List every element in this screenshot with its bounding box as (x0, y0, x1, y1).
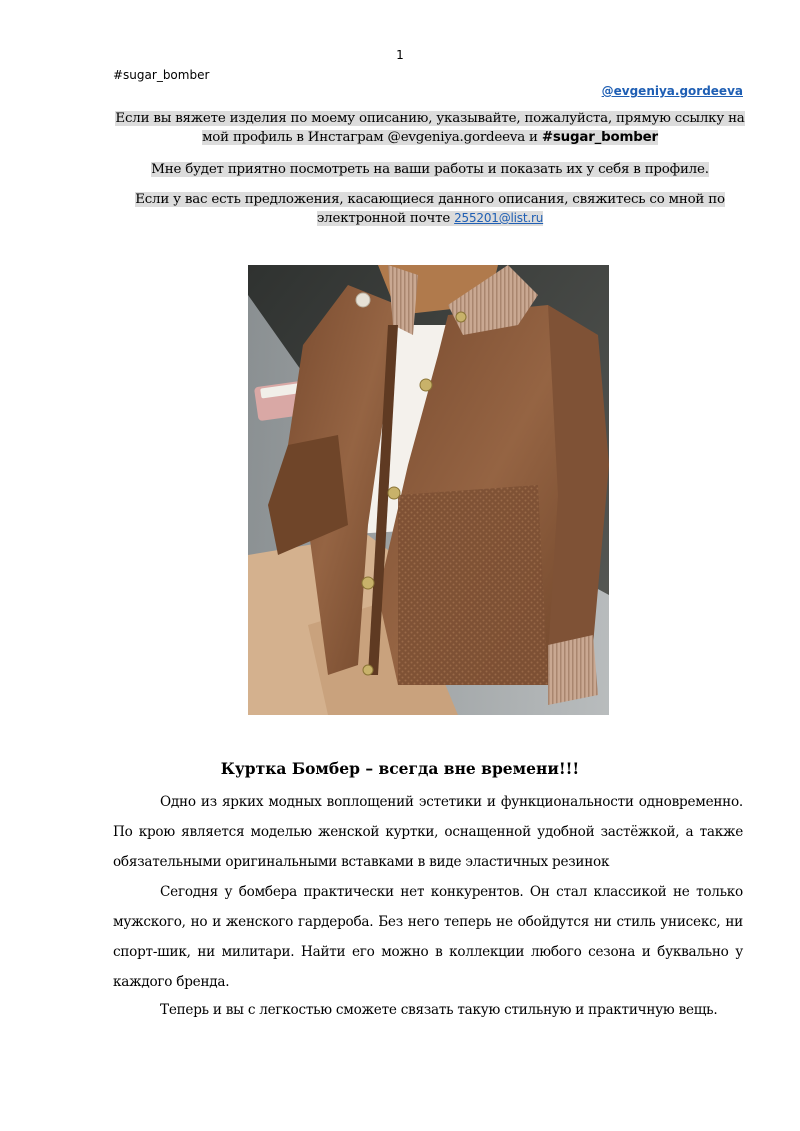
share-notice (112, 160, 748, 179)
attribution-text: Если вы вяжете изделия по моему описанию, указывайте, пожалуйста, прямую ссылку на мой профиль в Инстаграм @evgeniya.gordeeva и (115, 111, 745, 145)
paragraph-2: Сегодня у бомбера практически нет конкурентов. Он стал классикой не только мужского, но и женского гардероба. Без него теперь не обойдутся ни стиль унисекс, ни спорт-шик, ни милитари. Найти его можно в коллекции любого сезона и буквально у каждого бренда. (113, 884, 743, 990)
page-number: 1 (396, 48, 404, 62)
instagram-profile-link[interactable]: @evgeniya.gordeeva (601, 84, 743, 98)
contact-notice (112, 190, 748, 228)
attribution-notice (112, 109, 748, 147)
paragraph-3: Теперь и вы с легкостью сможете связать такую стильную и практичную вещь. (160, 1002, 718, 1018)
paragraph-1: Одно из ярких модных воплощений эстетики и функциональности одновременно. По крою является моделью женской куртки, оснащенной удобной застёжкой, а также обязательными оригинальными вставками в виде эластичных резинок (113, 794, 743, 870)
share-text: Мне будет приятно посмотреть на ваши работы и показать их у себя в профиле. (151, 162, 709, 177)
contact-text: Если у вас есть предложения, касающиеся данного описания, свяжитесь со мной по электронной почте (135, 192, 725, 226)
hashtag-header: #sugar_bomber (113, 68, 210, 82)
email-link[interactable]: 255201@list.ru (454, 211, 544, 225)
article-title: Куртка Бомбер – всегда вне времени!!! (220, 759, 580, 778)
attribution-hashtag: #sugar_bomber (541, 130, 658, 145)
bomber-jacket-photo (248, 265, 609, 715)
